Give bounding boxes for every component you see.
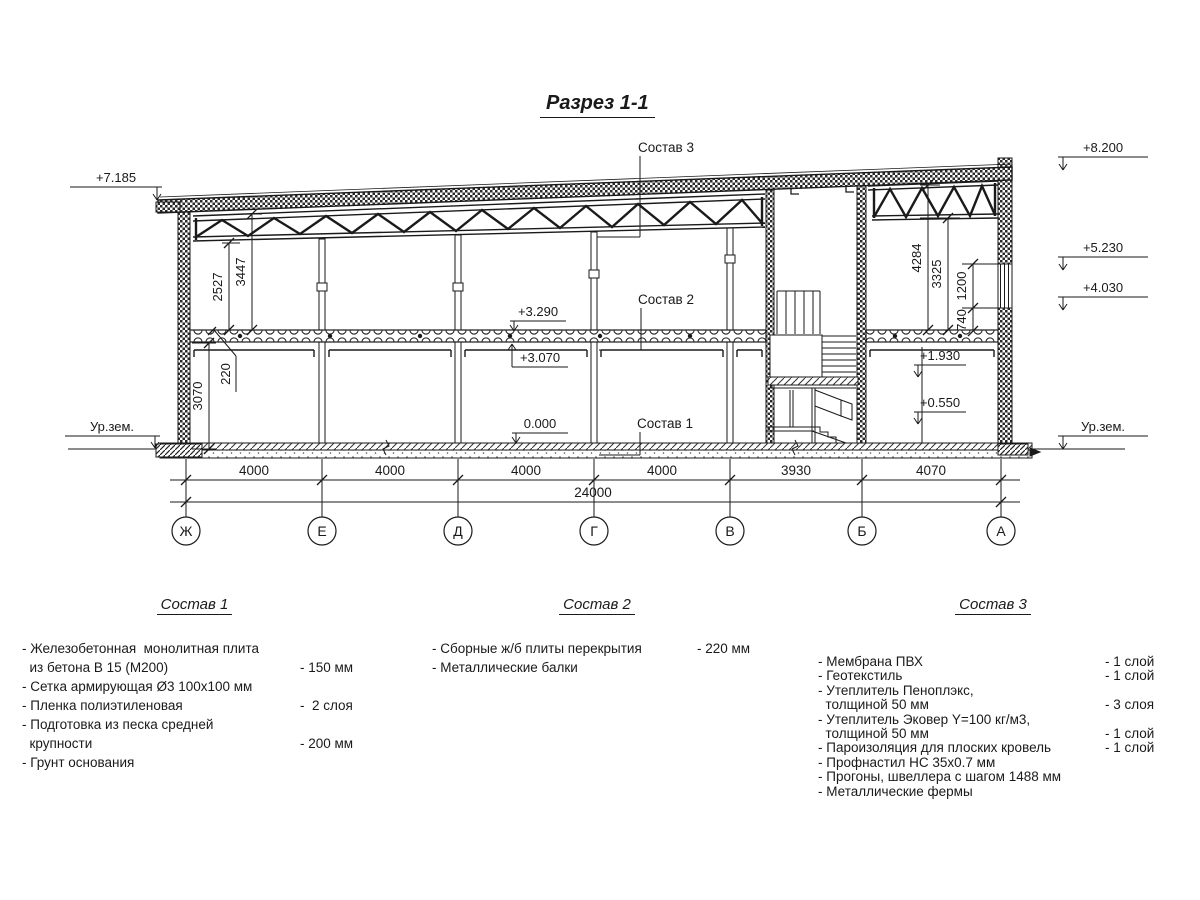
dim-window-height: 1200 xyxy=(954,271,969,301)
list-item: - Подготовка из песка средней xyxy=(22,717,214,732)
elevation-landing: +1.930 xyxy=(919,348,961,363)
list-item: - Грунт основания xyxy=(22,755,135,770)
elevation-zero: 0.000 xyxy=(523,416,557,431)
axis-bubbles xyxy=(172,517,1015,545)
floor-slab xyxy=(190,330,998,342)
callout-sostav-1: Состав 1 xyxy=(637,416,693,431)
axis-b: Б xyxy=(857,523,867,539)
ground-level-right: Ур.зем. xyxy=(1080,419,1126,434)
callout-sostav-3: Состав 3 xyxy=(638,140,694,155)
axis-a: А xyxy=(996,523,1006,539)
drawing-title: Разрез 1-1 xyxy=(540,92,655,118)
dim-slab-thickness: 220 xyxy=(218,363,233,385)
dim-sill-height: 740 xyxy=(954,309,969,331)
dim-right-truss: 3325 xyxy=(929,259,944,289)
dim-bay-4: 4000 xyxy=(646,463,678,478)
list-item: - Сборные ж/б плиты перекрытия - 220 мм xyxy=(432,641,751,656)
dim-roof-height: 3447 xyxy=(233,257,248,287)
composition-2-title: Состав 2 xyxy=(432,596,762,613)
staircase xyxy=(766,291,858,443)
elevation-roof-left: +7.185 xyxy=(95,170,137,185)
composition-3-title: Состав 3 xyxy=(818,596,1168,613)
composition-2 xyxy=(432,596,762,677)
dim-total: 24000 xyxy=(574,485,612,500)
dim-bay-1: 4000 xyxy=(238,463,270,478)
axis-e: Е xyxy=(317,523,327,539)
list-item: - Утеплитель Пеноплэкс, xyxy=(818,682,974,698)
dim-right-roof: 4284 xyxy=(909,243,924,273)
list-item: - Утеплитель Эковер Y=100 кг/м3, xyxy=(818,711,1031,727)
list-item: крупности - 200 мм xyxy=(22,736,354,751)
ground-slab xyxy=(68,440,1125,458)
elevation-roof-right: +8.200 xyxy=(1082,140,1124,155)
list-item: - Пленка полиэтиленовая - 2 слоя xyxy=(22,698,353,713)
list-item: из бетона В 15 (М200) - 150 мм xyxy=(22,660,354,675)
list-item: - Железобетонная монолитная плита xyxy=(22,641,260,656)
dim-bay-2: 4000 xyxy=(374,463,406,478)
list-item: - Геотекстиль - 1 слой xyxy=(818,668,1155,684)
axis-d: Д xyxy=(453,523,463,539)
dim-bay-5: 3930 xyxy=(780,463,812,478)
callout-sostav-2: Состав 2 xyxy=(638,292,694,307)
list-item: - Металлические фермы xyxy=(818,783,973,799)
elevation-slab-bottom: +3.070 xyxy=(519,350,561,365)
axis-v: В xyxy=(725,523,735,539)
list-item: - Металлические балки xyxy=(432,660,578,675)
elevation-slab-top: +3.290 xyxy=(517,304,559,319)
right-dim-labels xyxy=(909,244,969,331)
composition-3 xyxy=(818,596,1168,799)
composition-1 xyxy=(22,596,367,772)
axis-g: Г xyxy=(590,523,598,539)
dim-truss-height: 2527 xyxy=(210,272,225,302)
composition-1-title: Состав 1 xyxy=(22,596,367,613)
elevation-entry: +0.550 xyxy=(919,395,961,410)
list-item: - Профнастил НС 35x0.7 мм xyxy=(818,754,996,770)
roof-truss-right xyxy=(868,181,998,220)
dim-bay-3: 4000 xyxy=(510,463,542,478)
elevation-low-right: +4.030 xyxy=(1082,280,1124,295)
list-item: - Мембрана ПВХ - 1 слой xyxy=(818,654,1155,669)
dim-bay-6: 4070 xyxy=(915,463,947,478)
list-item: - Сетка армирующая Ø3 100x100 мм xyxy=(22,679,253,694)
list-item: толщиной 50 мм - 1 слой xyxy=(818,726,1155,742)
list-item: - Пароизоляция для плоских кровель - 1 слой xyxy=(818,740,1155,756)
ground-level-left: Ур.зем. xyxy=(89,419,135,434)
elevation-mid-right: +5.230 xyxy=(1082,240,1124,255)
dim-floor-height: 3070 xyxy=(190,381,205,411)
list-item: толщиной 50 мм - 3 слоя xyxy=(818,697,1155,713)
window xyxy=(998,264,1012,308)
axis-zh: Ж xyxy=(179,523,193,539)
list-item: - Прогоны, швеллера с шагом 1488 мм xyxy=(818,769,1062,785)
